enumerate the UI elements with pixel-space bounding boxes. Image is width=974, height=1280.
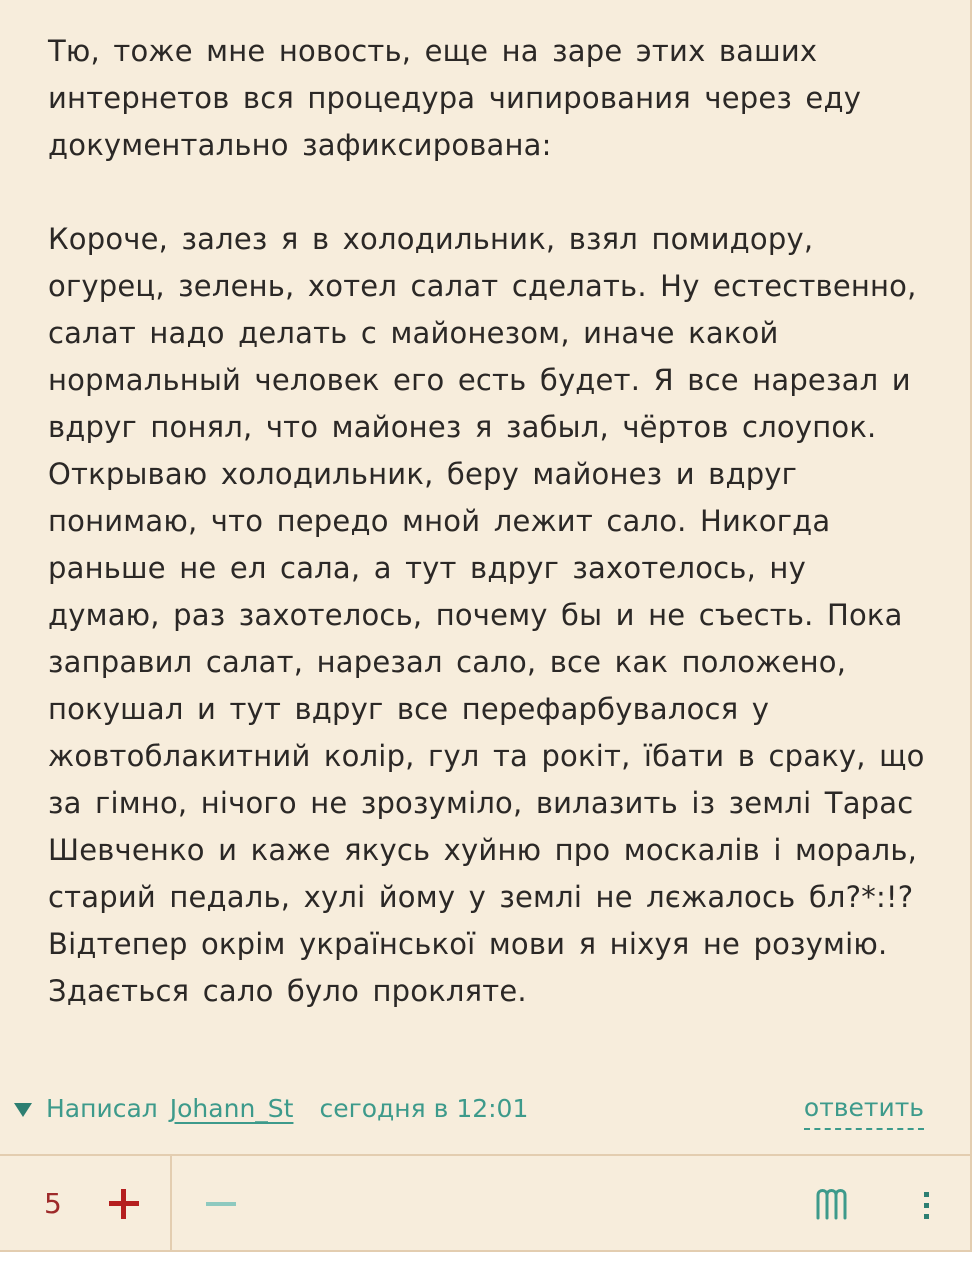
upvote-button[interactable] — [104, 1182, 144, 1226]
comment-meta — [14, 1088, 528, 1128]
vote-divider — [170, 1156, 172, 1252]
m-mark-svg — [812, 1178, 856, 1228]
comment-paragraph-2: Короче, залез я в холодильник, взял помидору, огурец, зелень, хотел салат сделать. Ну естественно, салат надо делать с майонезом, иначе какой нормальный человек его есть будет. Я все нарезал и вдруг понял, что майонез я забыл, чёртов слоупок. Открываю холодильник, беру майонез и вдруг понимаю, что передо мной лежит сало. Никогда раньше не ел сала, а тут вдруг захотелось, ну думаю, раз захотелось, почему бы и не съесть. Пока заправил салат, нарезал сало, все как положено, покушал и тут вдруг все перефарбувалося у жовтоблакитний колір, гул та рокіт, їбати в сраку, що за гімно, нічого не зрозуміло, вилазить із землі Тарас Шевченко и каже якусь хуйню про москалів і мораль, старий педаль, хулі йому у землі не лєжалось бл?*:!? Відтепер окрім української мови я ніхуя не розумію. Здається сало було прокляте. — [48, 222, 925, 1008]
reply-link[interactable]: ответить — [804, 1088, 924, 1130]
comment-time: сегодня в 12:01 — [319, 1093, 529, 1123]
vote-bar — [0, 1154, 972, 1252]
comment-paragraph-1: Тю, тоже мне новость, еще на заре этих ваших интернетов вся процедура чипирования через еду документально зафиксирована: — [48, 34, 862, 162]
triangle-down-icon[interactable] — [14, 1103, 32, 1117]
written-by-label: Написал — [46, 1093, 158, 1123]
vote-score: 5 — [44, 1187, 62, 1220]
vertical-dots-icon[interactable] — [912, 1180, 942, 1230]
comment-body — [48, 28, 928, 1015]
author-link[interactable]: Johann_St — [169, 1093, 294, 1123]
m-mark-icon[interactable] — [812, 1178, 856, 1228]
downvote-button[interactable] — [202, 1182, 242, 1226]
vertical-dots-svg — [912, 1180, 942, 1230]
